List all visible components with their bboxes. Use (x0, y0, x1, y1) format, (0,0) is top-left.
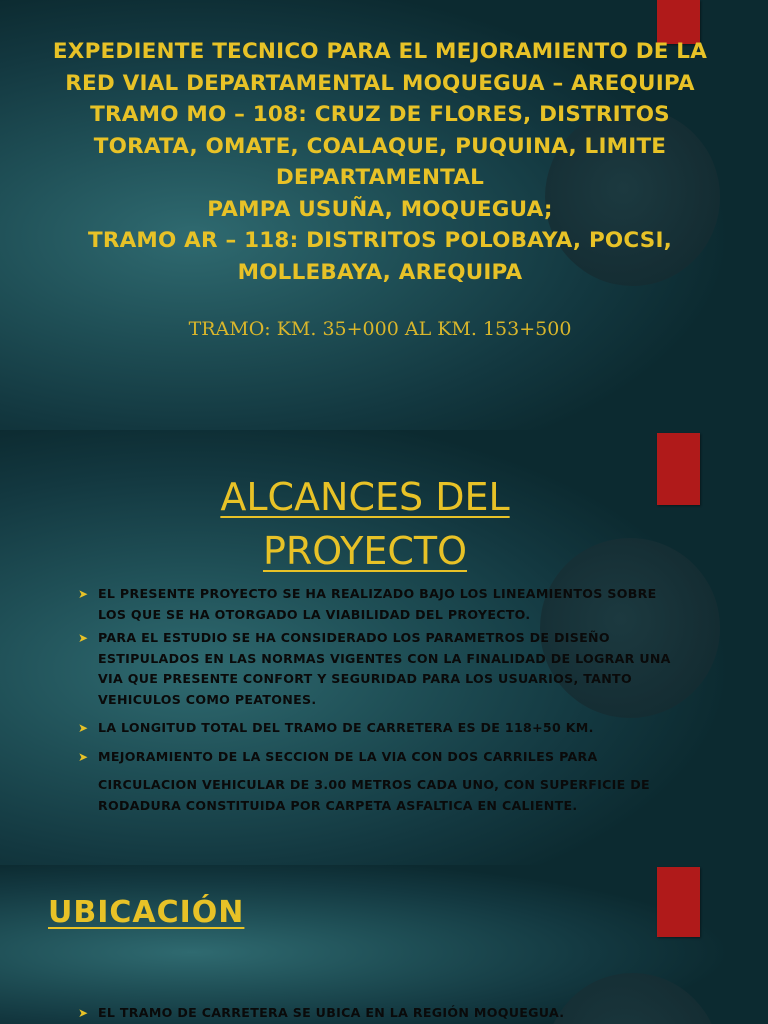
bullet-continuation-text: CIRCULACION VEHICULAR DE 3.00 METROS CADA UNO, CON SUPERFICIE DE RODADURA CONSTITUIDA POR CARPETA ASFALTICA EN CALIENTE. (98, 777, 650, 813)
slide-1 (0, 0, 768, 430)
heading-text: UBICACIÓN (48, 895, 245, 930)
title-line: TRAMO MO – 108: CRUZ DE FLORES, DISTRITOS (90, 102, 670, 127)
section-range-subtitle: TRAMO: KM. 35+000 AL KM. 153+500 (188, 318, 572, 340)
chevron-right-icon: ➤ (78, 749, 89, 764)
chevron-right-icon: ➤ (78, 631, 89, 645)
location-bullet-list (78, 1003, 678, 1024)
bullet-text: MEJORAMIENTO DE LA SECCION DE LA VIA CON DOS CARRILES PARA (98, 748, 598, 764)
heading-line: ALCANCES DEL (220, 475, 510, 519)
list-item (78, 747, 678, 817)
title-line: DEPARTAMENTAL (275, 165, 485, 190)
title-line: MOLLEBAYA, AREQUIPA (237, 259, 523, 285)
title-line: TRAMO AR – 118: DISTRITOS POLOBAYA, POCSI, (87, 228, 673, 253)
bullet-text: EL PRESENTE PROYECTO SE HA REALIZADO BAJO LOS LINEAMIENTOS SOBRE LOS QUE SE HA OTORGADO LA VIABILIDAD DEL PROYECTO. (98, 586, 657, 622)
bullet-text: PARA EL ESTUDIO SE HA CONSIDERADO LOS PARAMETROS DE DISEÑO ESTIPULADOS EN LAS NORMAS VIGENTES CON LA FINALIDAD DE LOGRAR UNA VIA QUE PRESENTE CONFORT Y SEGURIDAD PARA LOS USUARIOS, TANTO VEHICULOS COMO PEATONES. (98, 630, 671, 707)
list-item (78, 584, 678, 625)
title-line: TORATA, OMATE, COALAQUE, PUQUINA, LIMITE (93, 133, 667, 159)
section-heading (150, 470, 580, 578)
list-item (78, 628, 678, 710)
slide-2 (0, 430, 768, 865)
slide-3 (0, 865, 768, 1024)
scope-bullet-list (78, 584, 678, 819)
chevron-right-icon: ➤ (78, 721, 89, 735)
heading-line: PROYECTO (262, 529, 468, 573)
accent-bar (657, 433, 700, 505)
chevron-right-icon: ➤ (78, 587, 89, 601)
list-item (78, 718, 678, 739)
title-line: PAMPA USUÑA, MOQUEGUA; (207, 196, 553, 222)
chevron-right-icon: ➤ (78, 1006, 89, 1020)
bullet-text: EL TRAMO DE CARRETERA SE UBICA EN LA REGIÓN MOQUEGUA. (98, 1005, 565, 1020)
accent-bar (657, 867, 700, 937)
bullet-text: LA LONGITUD TOTAL DEL TRAMO DE CARRETERA ES DE 118+50 KM. (98, 720, 594, 735)
list-item (78, 1003, 678, 1024)
section-heading (48, 895, 244, 930)
title-line: RED VIAL DEPARTAMENTAL MOQUEGUA – AREQUIPA (65, 70, 695, 96)
title-line: EXPEDIENTE TECNICO PARA EL MEJORAMIENTO DE LA (52, 39, 708, 64)
document-title (40, 36, 720, 288)
